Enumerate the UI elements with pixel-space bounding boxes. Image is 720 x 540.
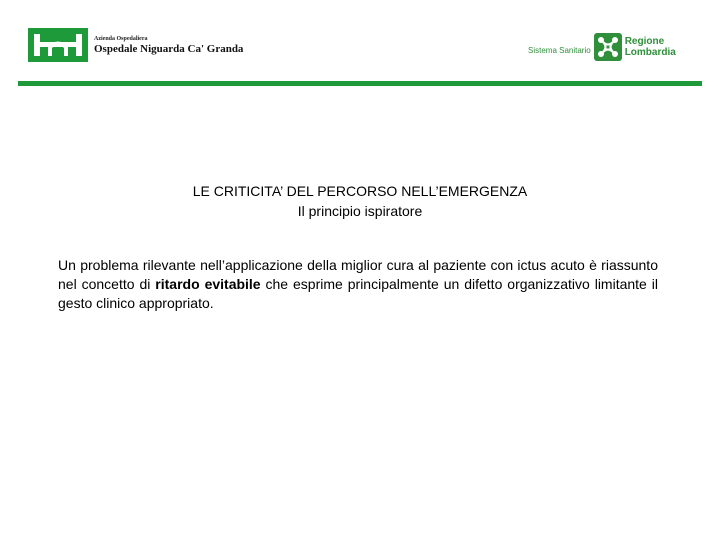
hospital-logo (28, 28, 243, 62)
lombardia-label: Lombardia (624, 47, 676, 58)
paragraph-text-after: che esprime principalmente un difetto organizzativo limitante il gesto clinico appropriato. (58, 276, 658, 311)
regione-lombardia-rosa-camuna-icon (594, 33, 622, 61)
slide-subtitle: Il principio ispiratore (297, 203, 423, 219)
slide-title-block (0, 181, 720, 221)
paragraph-emphasis: ritardo evitabile (155, 276, 261, 292)
slide-title: LE CRITICITA’ DEL PERCORSO NELL’EMERGENZA (192, 183, 528, 199)
hospital-name: Ospedale Niguarda Ca' Granda (94, 42, 244, 55)
regione-lombardia-logo (528, 32, 676, 62)
hospital-subtitle: Azienda Ospedaliera (94, 35, 148, 42)
slide-header (0, 0, 720, 90)
regione-label: Regione (624, 36, 665, 47)
niguarda-logo-icon (28, 28, 88, 62)
paragraph-text-before: Un problema rilevante nell’applicazione della miglior cura al paziente con ictus acuto è riassunto nel concetto di (58, 257, 658, 292)
sistema-sanitario-label: Sistema Sanitario (528, 45, 591, 55)
header-divider (18, 81, 702, 86)
body-paragraph (58, 256, 658, 313)
